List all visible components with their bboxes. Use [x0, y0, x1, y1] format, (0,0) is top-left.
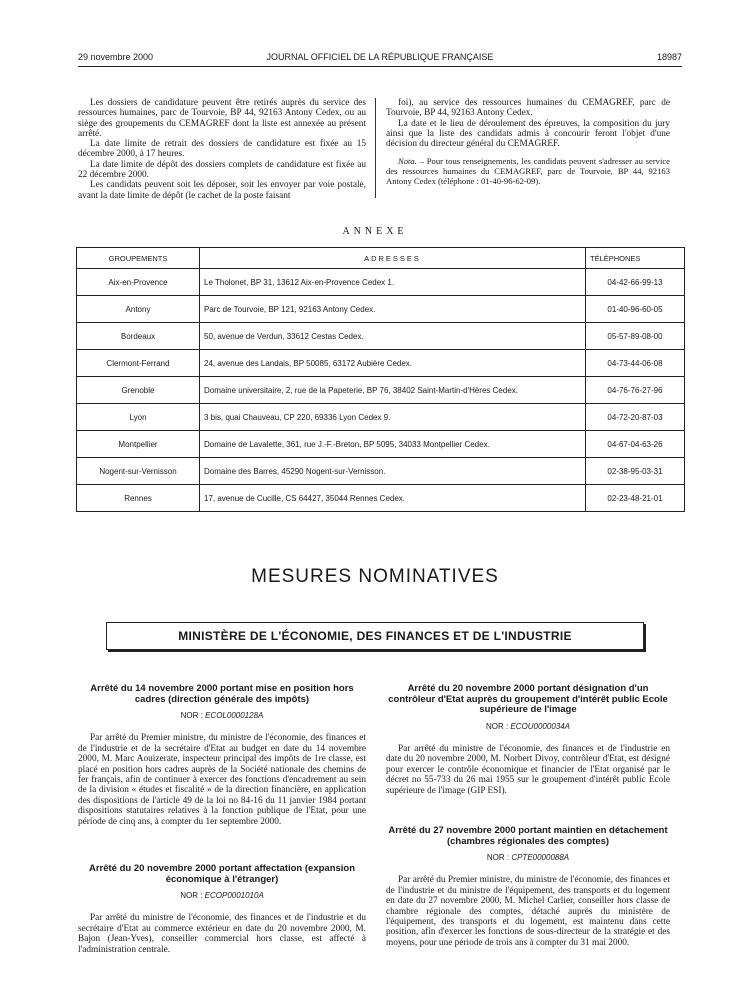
- nor-code: ECOU0000034A: [510, 721, 571, 731]
- annexe-table: [76, 247, 685, 512]
- table-row: [77, 431, 685, 458]
- cell-adresse: Le Tholonet, BP 31, 13612 Aix-en-Provence Cedex 1.: [200, 269, 586, 296]
- cell-groupement: Aix-en-Provence: [77, 269, 200, 296]
- intro-paragraph: foi), au service des ressources humaines du CEMAGREF, parc de Tourvoie, BP 44, 92163 Antony Cedex.: [386, 98, 670, 119]
- cell-adresse: Domaine universitaire, 2, rue de la Papeterie, BP 76, 38402 Saint-Martin-d'Hères Cedex.: [200, 377, 586, 404]
- arrete-title: Arrêté du 14 novembre 2000 portant mise en position hors cadres (direction générale des impôts): [90, 683, 354, 705]
- arrete-block: [386, 684, 670, 796]
- cell-telephone: 04-67-04-63-26: [586, 431, 685, 458]
- cell-groupement: Grenoble: [77, 377, 200, 404]
- cell-telephone: 04-73-44-06-08: [586, 350, 685, 377]
- column-header-groupements: GROUPEMENTS: [77, 248, 200, 269]
- intro-right-column: [386, 98, 670, 187]
- cell-groupement: Clermont-Ferrand: [77, 350, 200, 377]
- cell-telephone: 04-42-66-99-13: [586, 269, 685, 296]
- column-header-telephones: TÉLÉPHONES: [586, 248, 685, 269]
- intro-paragraph: La date et le lieu de déroulement des épreuves, la composition du jury ainsi que la liste des candidats admis à concourir feront l'objet d'une décision du directeur général du CEMAGREF.: [386, 118, 670, 150]
- nor-code: CPTE0000088A: [511, 853, 570, 862]
- arrete-body: Par arrêté du ministre de l'économie, des finances et de l'industrie et du secrétaire d'Etat au commerce extérieur en date du 20 novembre 2000, M. Bajon (Jean-Yves), conseiller commercial hors classe, est affecté à l'administration centrale.: [78, 913, 366, 955]
- cell-adresse: 50, avenue de Verdun, 33612 Cestas Cedex.: [200, 323, 586, 350]
- nor-label: NOR :: [180, 891, 205, 900]
- intro-paragraph: La date limite de dépôt des dossiers complets de candidature est fixée au 22 décembre 2000.: [78, 159, 366, 181]
- table-row: [77, 404, 685, 431]
- table-row: [77, 485, 685, 512]
- cell-groupement: Montpellier: [77, 431, 200, 458]
- page-number: 18987: [656, 52, 682, 62]
- header-rule: [78, 66, 682, 67]
- arrete-block: [78, 864, 366, 955]
- cell-groupement: Nogent-sur-Vernisson: [77, 458, 200, 485]
- issue-date: 29 novembre 2000: [78, 52, 154, 62]
- cell-telephone: 05-57-89-08-00: [586, 323, 685, 350]
- nor-code: ECOP0001010A: [204, 891, 264, 900]
- arrete-title: Arrêté du 20 novembre 2000 portant désignation d'un contrôleur d'Etat auprès du groupement d'intérêt public Ecole supérieure de l'image: [388, 683, 668, 715]
- cell-telephone: 04-72-20-87-03: [586, 404, 685, 431]
- table-row: [77, 377, 685, 404]
- cell-adresse: Domaine des Barres, 45290 Nogent-sur-Vernisson.: [200, 458, 586, 485]
- nota-label: Nota.: [398, 156, 417, 167]
- column-header-adresses: ADRESSES: [200, 248, 586, 269]
- nor-reference: [78, 711, 366, 721]
- table-row: [77, 269, 685, 296]
- cell-adresse: 3 bis, quai Chauveau, CP 220, 69336 Lyon Cedex 9.: [200, 404, 586, 431]
- cell-telephone: 04-76-76-27-96: [586, 377, 685, 404]
- cell-telephone: 01-40-96-60-05: [586, 296, 685, 323]
- intro-left-column: [78, 98, 366, 201]
- arrete-block: [78, 684, 366, 827]
- nor-label: NOR :: [485, 721, 511, 731]
- table-row: [77, 296, 685, 323]
- nor-label: NOR :: [486, 853, 512, 862]
- arrete-title: Arrêté du 20 novembre 2000 portant affectation (expansion économique à l'étranger): [88, 863, 356, 885]
- journal-title: JOURNAL OFFICIEL DE LA RÉPUBLIQUE FRANÇAISE: [266, 52, 494, 62]
- cell-adresse: 24, avenue des Landais, BP 50085, 63172 Aubière Cedex.: [200, 350, 586, 377]
- cell-telephone: 02-38-95-03-31: [586, 458, 685, 485]
- nota-paragraph: [386, 157, 670, 186]
- table-row: [77, 323, 685, 350]
- table-row: [77, 350, 685, 377]
- nor-reference: [386, 853, 670, 863]
- cell-groupement: Bordeaux: [77, 323, 200, 350]
- arrete-title: Arrêté du 27 novembre 2000 portant maintien en détachement (chambres régionales des comptes): [388, 825, 668, 847]
- nor-reference: [386, 722, 670, 732]
- arrete-body: Par arrêté du Premier ministre, du ministre de l'économie, des finances et de l'industrie et de la secrétaire d'Etat au budget en date du 14 novembre 2000, M. Marc Aouizerate, inspecteur principal des impôts de 1re classe, est placé en position hors cadres auprès de la Société nationale des chemins de fer français, afin de continuer à exercer des fonctions d'encadrement au sein de la division « études et fiscalité » de la direction financière, en application des dispositions de l'article 49 de la loi no 84-16 du 11 janvier 1984 portant dispositions statutaires relatives à la fonction publique de l'Etat, pour une période de cinq ans, à compter du 1er septembre 2000.: [78, 733, 366, 827]
- running-header: [78, 52, 682, 66]
- table-row: [77, 458, 685, 485]
- table-header-row: [77, 248, 685, 269]
- nor-label: NOR :: [180, 711, 206, 720]
- ministry-heading: MINISTÈRE DE L'ÉCONOMIE, DES FINANCES ET DE L'INDUSTRIE: [106, 622, 644, 650]
- intro-paragraph: Les candidats peuvent soit les déposer, soit les envoyer par voie postale, avant la date limite de dépôt (le cachet de la poste faisant: [78, 180, 366, 201]
- cell-telephone: 02-23-48-21-01: [586, 485, 685, 512]
- cell-groupement: Lyon: [77, 404, 200, 431]
- cell-groupement: Antony: [77, 296, 200, 323]
- column-divider: [375, 98, 376, 198]
- annexe-title: ANNEXE: [342, 226, 408, 237]
- cell-groupement: Rennes: [77, 485, 200, 512]
- nor-code: ECOL0000128A: [205, 711, 264, 720]
- nor-reference: [78, 891, 366, 901]
- nota-text: – Pour tous renseignements, les candidats peuvent s'adresser au service des ressources humaines du CEMAGREF, parc de Tourvoie, BP 44, 92163 Antony Cedex (téléphone : 01-40-96-62-09).: [386, 156, 670, 187]
- annexe-table-body: [77, 269, 685, 512]
- arrete-block: [386, 826, 670, 948]
- arrete-body: Par arrêté du ministre de l'économie, des finances et de l'industrie en date du 20 novembre 2000, M. Norbert Divoy, contrôleur d'Etat, est désigné pour exercer le contrôle économique et financier de l'Etat organisé par le décret no 55-733 du 26 mai 1955 sur le groupement d'intérêt public Ecole supérieure de l'image (GIP ESI).: [386, 743, 670, 796]
- section-title: MESURES NOMINATIVES: [251, 566, 499, 587]
- cell-adresse: Parc de Tourvoie, BP 121, 92163 Antony Cedex.: [200, 296, 586, 323]
- cell-adresse: Domaine de Lavalette, 361, rue J.-F.-Breton, BP 5095, 34033 Montpellier Cedex.: [200, 431, 586, 458]
- arrete-body: Par arrêté du Premier ministre, du ministre de l'économie, des finances et de l'industrie et du ministre de l'équipement, des transports et du logement en date du 27 novembre 2000, M. Michel Carlier, conseiller hors classe de chambre régionale des comptes, détaché auprès du ministère de l'équipement, des transports et du logement, est maintenu dans cette position, afin d'exercer les fonctions de sous-directeur de la stratégie et des moyens, pour une période de trois ans à compter du 31 mai 2000.: [386, 875, 670, 948]
- intro-paragraph: Les dossiers de candidature peuvent être retirés auprès du service des ressources humaines, parc de Tourvoie, BP 44, 92163 Antony Cedex, ou au siège des groupements du CEMAGREF dont la liste est annexée au présent arrêté.: [78, 98, 366, 139]
- cell-adresse: 17, avenue de Cucille, CS 64427, 35044 Rennes Cedex.: [200, 485, 586, 512]
- intro-paragraph: La date limite de retrait des dossiers de candidature est fixée au 15 décembre 2000, à 17 heures.: [78, 139, 366, 160]
